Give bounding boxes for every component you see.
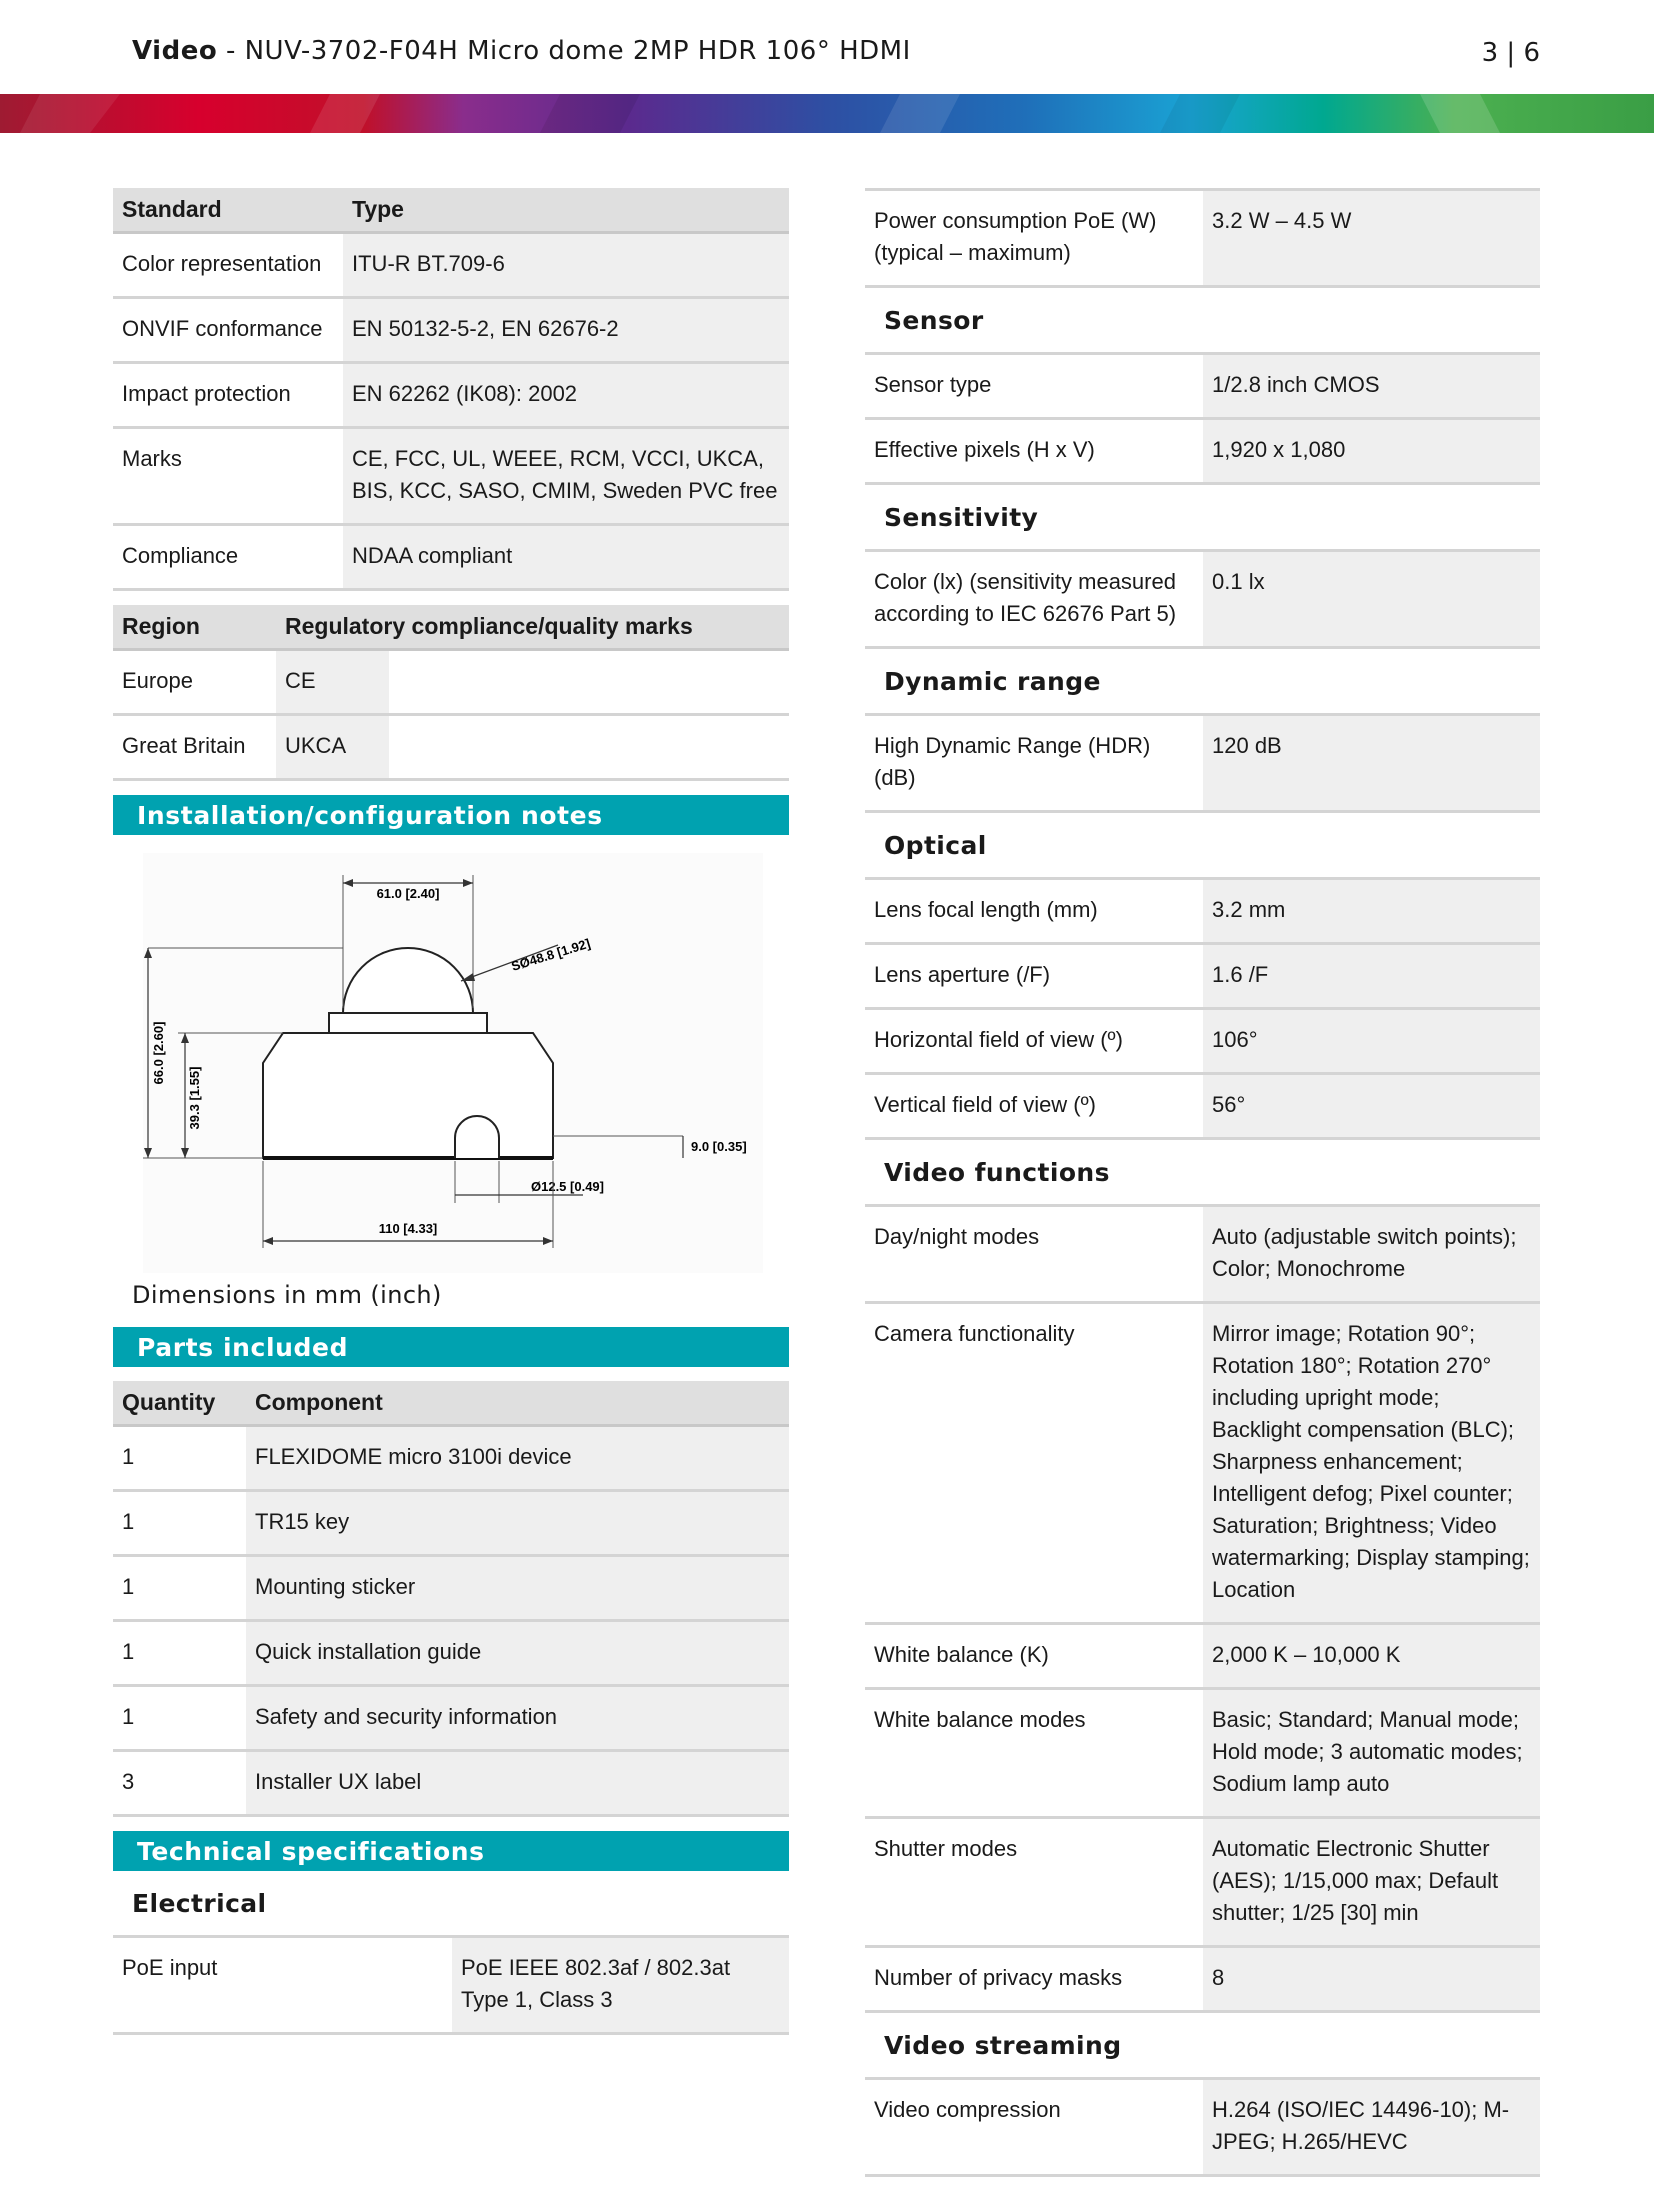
table-row: Impact protection EN 62262 (IK08): 2002 (113, 363, 789, 428)
table-row: 1 Safety and security information (113, 1686, 789, 1751)
electrical-table (113, 1938, 789, 2035)
document-title: Video - NUV-3702-F04H Micro dome 2MP HDR 106° HDMI (132, 36, 911, 66)
dim-base-height: 39.3 [1.55] (187, 1066, 202, 1130)
group-heading-optical: Optical (865, 813, 1540, 880)
dim-base-width: 110 [4.33] (378, 1221, 438, 1236)
table-header: Regulatory compliance/quality marks (276, 605, 789, 650)
table-row: Lens aperture (/F) 1.6 /F (865, 944, 1540, 1009)
video-functions-table (865, 1207, 1540, 2013)
table-row: Color representation ITU-R BT.709-6 (113, 233, 789, 298)
table-header: Component (246, 1381, 789, 1426)
table-row: Number of privacy masks 8 (865, 1947, 1540, 2012)
table-header: Type (343, 188, 789, 233)
table-row: White balance (K) 2,000 K – 10,000 K (865, 1624, 1540, 1689)
sensitivity-table (865, 552, 1540, 649)
table-row: Europe CE (113, 650, 789, 715)
section-technical-specifications: Technical specifications (113, 1831, 789, 1871)
group-heading-sensor: Sensor (865, 288, 1540, 355)
page-number: 3 | 6 (1481, 38, 1540, 68)
dim-top-width: 61.0 [2.40] (376, 886, 440, 901)
group-heading-dynamic-range: Dynamic range (865, 649, 1540, 716)
dim-total-height: 66.0 [2.60] (151, 1021, 166, 1085)
table-row: White balance modes Basic; Standard; Manual mode; Hold mode; 3 automatic modes; Sodium lamp auto (865, 1689, 1540, 1818)
dim-notch-width: Ø12.5 [0.49] (531, 1179, 604, 1194)
video-streaming-table (865, 2080, 1540, 2177)
table-row: Great Britain UKCA (113, 715, 789, 780)
table-row: Marks CE, FCC, UL, WEEE, RCM, VCCI, UKCA, BIS, KCC, SASO, CMIM, Sweden PVC free (113, 428, 789, 525)
optical-table (865, 880, 1540, 1140)
group-heading-sensitivity: Sensitivity (865, 485, 1540, 552)
table-row: Lens focal length (mm) 3.2 mm (865, 880, 1540, 944)
dimension-drawing-svg (143, 853, 763, 1273)
table-row: Shutter modes Automatic Electronic Shutter (AES); 1/15,000 max; Default shutter; 1/25 [30] min (865, 1818, 1540, 1947)
table-row: 1 FLEXIDOME micro 3100i device (113, 1426, 789, 1491)
standards-table (113, 188, 789, 591)
brand-supergraphic (0, 94, 1654, 133)
section-parts-included: Parts included (113, 1327, 789, 1367)
left-column (113, 188, 789, 2035)
table-header: Standard (113, 188, 343, 233)
table-row: PoE input PoE IEEE 802.3af / 802.3at Type 1, Class 3 (113, 1938, 789, 2034)
table-row: Effective pixels (H x V) 1,920 x 1,080 (865, 419, 1540, 484)
table-row: Horizontal field of view (º) 106° (865, 1009, 1540, 1074)
table-row: Day/night modes Auto (adjustable switch points); Color; Monochrome (865, 1207, 1540, 1303)
table-row: High Dynamic Range (HDR) (dB) 120 dB (865, 716, 1540, 812)
group-heading-electrical: Electrical (113, 1871, 789, 1938)
table-header: Region (113, 605, 276, 650)
table-row: 1 TR15 key (113, 1491, 789, 1556)
right-column (865, 188, 1540, 2177)
sensor-table (865, 355, 1540, 485)
group-heading-video-streaming: Video streaming (865, 2013, 1540, 2080)
dynamic-range-table (865, 716, 1540, 813)
dimension-drawing (143, 853, 763, 1273)
power-table (865, 188, 1540, 288)
table-header: Quantity (113, 1381, 246, 1426)
section-installation-notes: Installation/configuration notes (113, 795, 789, 835)
dim-notch-height: 9.0 [0.35] (691, 1139, 747, 1154)
table-row: ONVIF conformance EN 50132-5-2, EN 62676-2 (113, 298, 789, 363)
table-row: Vertical field of view (º) 56° (865, 1074, 1540, 1139)
table-row: Sensor type 1/2.8 inch CMOS (865, 355, 1540, 419)
table-row: 1 Quick installation guide (113, 1621, 789, 1686)
table-row: Camera functionality Mirror image; Rotation 90°; Rotation 180°; Rotation 270° including upright mode; Backlight compensation (BLC); Sharpness enhancement; Intelligent defog; Pixel counter; Saturation; Brightness; Video watermarking; Display stamping; Location (865, 1303, 1540, 1624)
table-row: 1 Mounting sticker (113, 1556, 789, 1621)
parts-table (113, 1381, 789, 1817)
table-row: Video compression H.264 (ISO/IEC 14496-10); M-JPEG; H.265/HEVC (865, 2080, 1540, 2176)
group-heading-video-functions: Video functions (865, 1140, 1540, 1207)
table-row: Color (lx) (sensitivity measured according to IEC 62676 Part 5) 0.1 lx (865, 552, 1540, 648)
page-header (0, 0, 1654, 95)
diagram-caption: Dimensions in mm (inch) (132, 1281, 442, 1309)
table-row: Compliance NDAA compliant (113, 525, 789, 590)
table-row: 3 Installer UX label (113, 1751, 789, 1816)
regions-table (113, 605, 789, 781)
table-row: Power consumption PoE (W) (typical – maximum) 3.2 W – 4.5 W (865, 190, 1540, 287)
dim-dome: SØ48.8 [1.92] (509, 935, 592, 974)
